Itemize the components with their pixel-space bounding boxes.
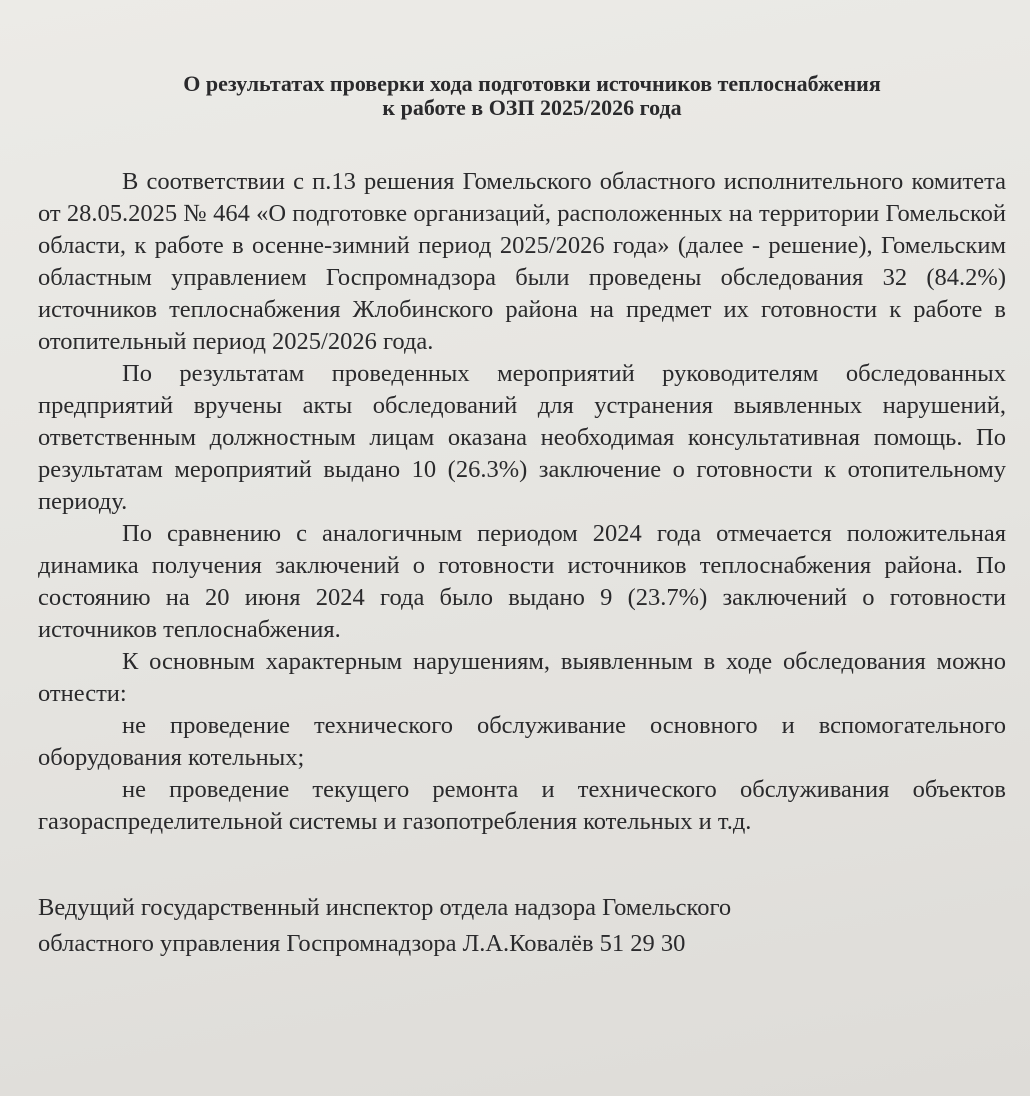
signature-line-1: Ведущий государственный инспектор отдела надзора Гомельского	[38, 894, 732, 921]
paragraph-violation-2: не проведение текущего ремонта и технического обслуживания объектов газораспределительной системы и газопотребления котельных и т.д.	[38, 776, 1006, 835]
document-title	[38, 72, 1006, 120]
signature-line-2: областного управления Госпромнадзора Л.А.Ковалёв 51 29 30	[38, 930, 686, 957]
signature-block	[38, 890, 1006, 962]
title-line-2: к работе в ОЗП 2025/2026 года	[382, 95, 682, 120]
paragraph-comparison: По сравнению с аналогичным периодом 2024 года отмечается положительная динамика получения заключений о готовности источников теплоснабжения района. По состоянию на 20 июня 2024 года было выдано 9 (23.7%) заключений о готовности источников теплоснабжения.	[38, 520, 1006, 643]
title-line-1: О результатах проверки хода подготовки источников теплоснабжения	[183, 71, 881, 96]
paragraph-violation-1: не проведение технического обслуживание основного и вспомогательного оборудования котельных;	[38, 712, 1006, 771]
paragraph-results: По результатам проведенных мероприятий руководителям обследованных предприятий вручены акты обследований для устранения выявленных нарушений, ответственным должностным лицам оказана необходимая консультативная помощь. По результатам мероприятий выдано 10 (26.3%) заключение о готовности к отопительному периоду.	[38, 360, 1006, 515]
paragraph-violations-intro: К основным характерным нарушениям, выявленным в ходе обследования можно отнести:	[38, 648, 1006, 707]
paragraph-inspection-summary: В соответствии с п.13 решения Гомельского областного исполнительного комитета от 28.05.2025 № 464 «О подготовке организаций, расположенных на территории Гомельской области, к работе в осенне-зимний период 2025/2026 года» (далее - решение), Гомельским областным управлением Госпромнадзора были проведены обследования 32 (84.2%) источников теплоснабжения Жлобинского района на предмет их готовности к работе в отопительный период 2025/2026 года.	[38, 168, 1006, 355]
